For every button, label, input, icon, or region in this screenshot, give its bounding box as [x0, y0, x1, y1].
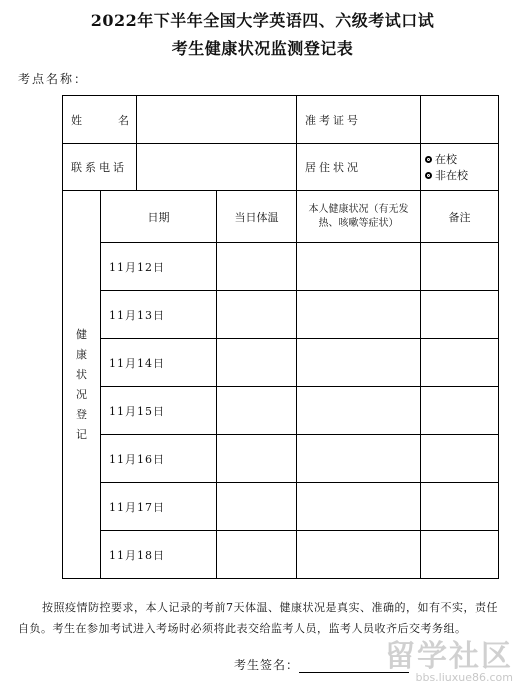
health-status-field[interactable]: [297, 387, 421, 435]
health-status-column-header: 本人健康状况（有无发热、咳嗽等症状）: [297, 191, 421, 243]
temperature-column-header: 当日体温: [217, 191, 297, 243]
temperature-field[interactable]: [217, 291, 297, 339]
radio-icon: [425, 172, 432, 179]
remark-column-header: 备注: [421, 191, 499, 243]
on-campus-radio[interactable]: 在校: [425, 151, 457, 167]
date-cell: 11月13日: [101, 291, 217, 339]
health-status-field[interactable]: [297, 531, 421, 579]
residence-label: 居住状况: [297, 144, 421, 191]
date-cell: 11月16日: [101, 435, 217, 483]
temperature-field[interactable]: [217, 387, 297, 435]
remark-field[interactable]: [421, 483, 499, 531]
table-row: [63, 243, 499, 291]
temperature-field[interactable]: [217, 531, 297, 579]
remark-field[interactable]: [421, 339, 499, 387]
document-title: 2022年下半年全国大学英语四、六级考试口试: [90, 11, 435, 30]
declaration-note: 按照疫情防控要求，本人记录的考前7天体温、健康状况是真实、准确的，如有不实，责任自负。考生在参加考试进入考场时必须将此表交给监考人员，监考人员收齐后交考务组。: [18, 601, 498, 635]
health-status-field[interactable]: [297, 435, 421, 483]
date-cell: 11月15日: [101, 387, 217, 435]
health-form-table: [62, 95, 499, 579]
health-status-field[interactable]: [297, 339, 421, 387]
radio-icon: [425, 156, 432, 163]
temperature-field[interactable]: [217, 243, 297, 291]
health-status-field[interactable]: [297, 483, 421, 531]
off-campus-radio[interactable]: 非在校: [425, 167, 468, 183]
date-cell: 11月18日: [101, 531, 217, 579]
table-row: [63, 291, 499, 339]
table-row: [63, 531, 499, 579]
remark-field[interactable]: [421, 531, 499, 579]
date-column-header: 日期: [101, 191, 217, 243]
name-label: 姓名: [63, 96, 137, 144]
table-row: [63, 435, 499, 483]
temperature-field[interactable]: [217, 435, 297, 483]
phone-label: 联系电话: [63, 144, 137, 191]
name-field[interactable]: [137, 96, 297, 144]
date-cell: 11月12日: [101, 243, 217, 291]
date-cell: 11月17日: [101, 483, 217, 531]
residence-options: [421, 144, 499, 191]
ticket-number-label: 准考证号: [297, 96, 421, 144]
temperature-field[interactable]: [217, 339, 297, 387]
health-status-field[interactable]: [297, 291, 421, 339]
watermark-text: 留学社区: [385, 639, 513, 674]
watermark-logo: [385, 631, 513, 684]
exam-site-label: 考点名称：: [18, 72, 89, 86]
date-cell: 11月14日: [101, 339, 217, 387]
remark-field[interactable]: [421, 435, 499, 483]
remark-field[interactable]: [421, 243, 499, 291]
health-status-field[interactable]: [297, 243, 421, 291]
health-record-section-label: 健 康 状 况 登 记: [63, 191, 101, 579]
remark-field[interactable]: [421, 387, 499, 435]
signature-label: 考生签名：: [234, 658, 300, 672]
document-subtitle: 考生健康状况监测登记表: [171, 39, 354, 58]
remark-field[interactable]: [421, 291, 499, 339]
table-row: [63, 387, 499, 435]
table-row: [63, 339, 499, 387]
phone-field[interactable]: [137, 144, 297, 191]
signature-area: [234, 656, 409, 673]
watermark-url: bbs.liuxue86.com: [415, 671, 513, 684]
table-row: [63, 483, 499, 531]
ticket-number-field[interactable]: [421, 96, 499, 144]
temperature-field[interactable]: [217, 483, 297, 531]
